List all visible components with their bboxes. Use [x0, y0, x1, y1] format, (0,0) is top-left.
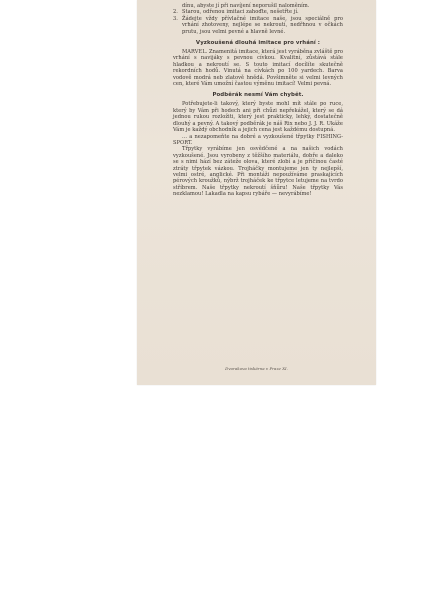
leaflet-content: [173, 3, 343, 198]
list-item-number: 2.: [173, 9, 178, 16]
section-body-reminder: ... a nezapomeňte na dobré a vyzkoušené třpytky FISHING-SPORT.: [173, 133, 343, 146]
intro-text: dínu, abyste jí při navíjení neporušil naloměním.: [182, 3, 310, 9]
section-body-landing-net: Potřebujete-li takový, který byste mohl mít stále po ruce, který by Vám při hodech ani při chůzi nepřekážel, který se dá jednou rukou rozložiti, který jest prakticky, lehký, dostatečně dlouhý a pevný. A takový podběrák je náš Rix nebo J. J. R. Ukáže Vám je každý obchodník a jejich cena jest každému dostupná.: [173, 101, 343, 134]
section-body-imitation: MARVEL. Znamenitá imitace, která jest vyráběna zvláště pro vrhání s navijáky s pevnou cívkou. Kvalitní, zůstává stále hladkou a nekroutí se. S touto imitací docílíte skutečně rekordních hodů. Vinutá na cívkách po 100 yardech. Barva vodově modrá neb zlatově hnědá. Povšimněte si velmi levných cen, které Vám umožní častou výměnu imitací! Velmi pevná.: [173, 49, 343, 88]
leaflet-page: [137, 0, 376, 385]
section-heading-landing-net: Podběrák nesmí Vám chybět.: [212, 92, 304, 99]
section-heading-imitation: Vyzkoušená dlouhá imitace pro vrhání :: [195, 40, 321, 47]
section-body-spinners: Třpytky vyrábíme jen osvědčené a na našich vodách vyzkoušené. Jsou vyrobeny z těžšího materiálu, dobře a daleko se s nimi hází bez záteže olova, které zlobí a je příčinou časté ztráty třpytek vázkou. Trojháčky montujeme jen ty nejlepší, velmi ostré, anglické. Při montáži nepoužíváme praskajících pérových kroužků, nýbrž trojháček ke třpytce letujeme na tvrdo stříbrem. Naše třpytky nekroutí šňůru! Naše třpytky Vás nezklamou! Lakadla na kapsu rybáře — nevyrábíme!: [173, 146, 343, 198]
list-item-text: Starou, odřenou imitaci zahoďte, nešetřte jí.: [182, 9, 299, 16]
list-item: [173, 16, 343, 35]
printer-footer: Dvorakova tiskárna v Praze XI.: [225, 366, 288, 371]
list-item-number: 3.: [173, 15, 178, 22]
list-item-text: Žádejte vždy přívlačné imitace naše, jsou speciálně pro vrhání zhotoveny, nejlépe se nekroutí, nedřhnou v očkách prutu, jsou velmi pevné a hlavně levné.: [182, 15, 343, 35]
